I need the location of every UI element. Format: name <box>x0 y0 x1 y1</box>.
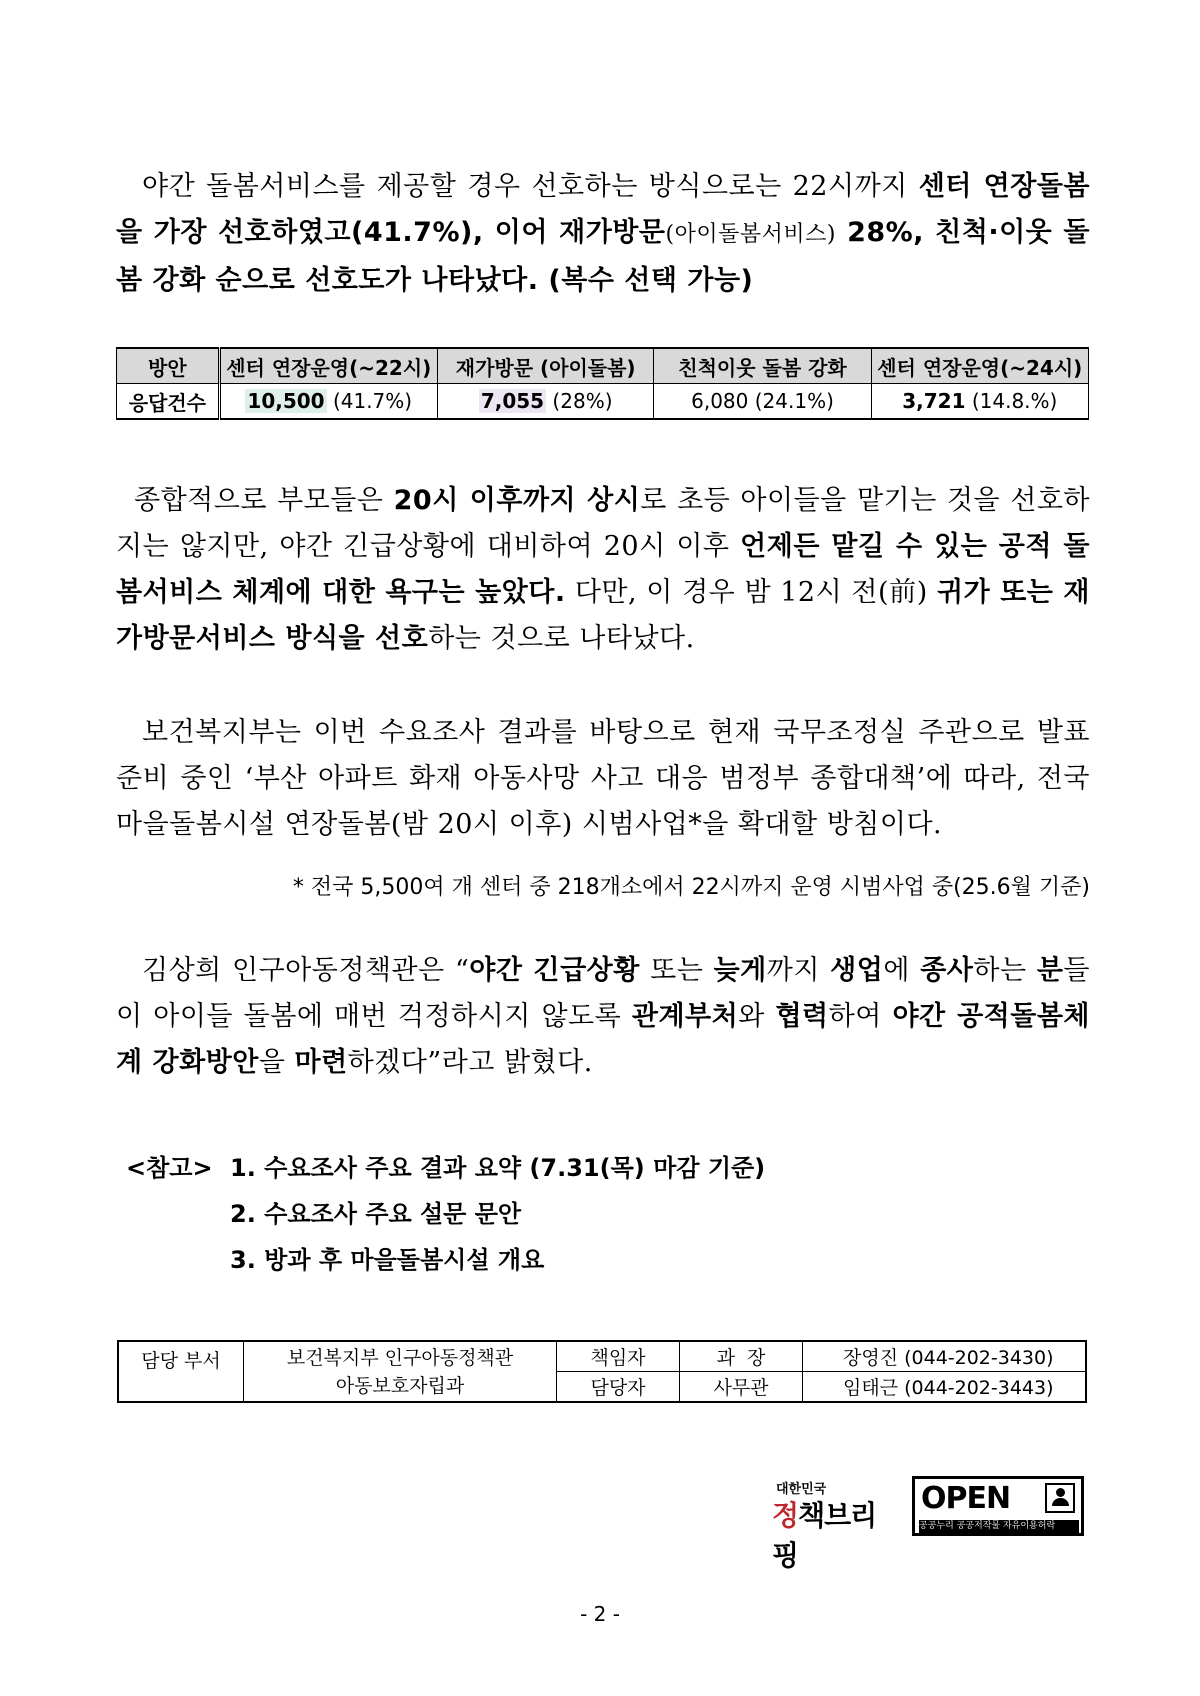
text: 하겠다”라고 밝혔다. <box>347 1047 593 1078</box>
bold-text: 센터 연장돌봄을 가장 선호하였고(41.7%), 이어 재가방문 <box>116 171 1090 248</box>
text: 야간 돌봄서비스를 제공할 경우 선호하는 방식으로는 22시까지 <box>142 171 919 202</box>
paragraph-survey-preference <box>116 164 1090 304</box>
table-cell <box>654 384 871 420</box>
page-number: - 2 - <box>580 1602 620 1626</box>
footnote: * 전국 5,500여 개 센터 중 218개소에서 22시까지 운영 시범사업 중(25.6월 기준) <box>292 875 1090 900</box>
row-label: 응답건수 <box>117 384 220 420</box>
table-row <box>118 1341 1086 1372</box>
bold-text: 야간 긴급상황 <box>469 955 640 986</box>
cell-count: 6,080 <box>691 389 749 413</box>
text: 을 <box>258 1047 295 1078</box>
bold-text: 20시 이후까지 상시 <box>393 485 641 516</box>
cell-percent: (24.1%) <box>748 389 834 413</box>
text: 하는 <box>973 955 1037 986</box>
cell-percent: (41.7%) <box>326 389 413 413</box>
reference-item: 1. 수요조사 주요 결과 요약 (7.31(목) 마감 기준) <box>230 1154 766 1182</box>
cell-percent: (28%) <box>546 389 613 413</box>
open-text: OPEN <box>921 1481 1011 1516</box>
policy-briefing-logo <box>772 1476 898 1572</box>
table-header: 센터 연장운영(~24시) <box>871 348 1088 384</box>
logo-main-text: 정책브리핑 <box>772 1499 877 1572</box>
table-cell <box>871 384 1088 420</box>
bold-text: 28%, 친척·이웃 돌봄 강화 순으로 선호도가 나타났다. (복수 선택 가능) <box>116 217 1091 296</box>
table-row <box>117 384 1089 420</box>
text: 종합적으로 부모들은 <box>134 485 394 516</box>
bold-text: 생업 <box>830 955 884 986</box>
cell-count: 10,500 <box>247 389 325 413</box>
text: 김상희 인구아동정책관은 “ <box>142 955 470 986</box>
bold-text: 종사 <box>920 955 974 986</box>
bold-text: 분 <box>1036 955 1064 986</box>
kogl-open-logo <box>912 1476 1084 1536</box>
text: (아이돌봄서비스) <box>665 222 836 247</box>
reference-item: 3. 방과 후 마을돌봄시설 개요 <box>230 1246 545 1274</box>
paragraph-ministry-plan <box>116 710 1090 848</box>
bold-text: 관계부처 <box>631 1001 739 1032</box>
bold-text: 귀가 또는 재가방문서비스 방식을 선호 <box>116 577 1090 654</box>
table-header: 재가방문 (아이돌봄) <box>437 348 654 384</box>
text: 하는 것으로 나타났다. <box>428 623 695 654</box>
table-header-row <box>117 348 1089 384</box>
logo-small-text: 대한민국 <box>776 1482 827 1497</box>
title-cell: 과 장 <box>680 1341 803 1372</box>
text: 에 <box>883 955 921 986</box>
title-cell: 사무관 <box>680 1372 803 1403</box>
references-label: <참고> <box>126 1154 213 1182</box>
contact-table <box>117 1340 1087 1403</box>
text: 까지 <box>766 955 831 986</box>
person-icon <box>1045 1483 1075 1513</box>
reference-item: 2. 수요조사 주요 설문 문안 <box>230 1200 522 1228</box>
cell-count: 7,055 <box>480 389 545 413</box>
paragraph-parents-needs <box>116 478 1090 662</box>
bold-text: 언제든 맡길 수 있는 공적 돌봄서비스 체계에 대한 욕구는 높았다. <box>116 531 1090 608</box>
paragraph-official-quote <box>116 948 1090 1086</box>
table-cell <box>219 384 437 420</box>
cell-count: 3,721 <box>902 389 966 413</box>
dept-line: 아동보호자립과 <box>335 1374 465 1397</box>
role-cell: 담당자 <box>557 1372 680 1403</box>
person-cell: 장영진 (044-202-3430) <box>803 1341 1087 1372</box>
text: 들이 아이들 돌봄에 매번 걱정하시지 않도록 <box>116 955 1090 1032</box>
dept-name <box>244 1341 557 1402</box>
text: 또는 <box>639 955 714 986</box>
table-header: 친척이웃 돌봄 강화 <box>654 348 871 384</box>
text: 보건복지부는 이번 수요조사 결과를 바탕으로 현재 국무조정실 주관으로 발표 준비 중인 ‘부산 아파트 화재 아동사망 사고 대응 범정부 종합대책’에 따라, 전국 마을돌봄시설 연장돌봄(밤 20시 이후) 시범사업*을 확대할 방침이다. <box>116 717 1090 840</box>
table-cell <box>437 384 654 420</box>
person-cell: 임태근 (044-202-3443) <box>803 1372 1087 1403</box>
text: 하여 <box>828 1001 893 1032</box>
logo-area <box>772 1476 1088 1572</box>
dept-line: 보건복지부 인구아동정책관 <box>286 1346 514 1369</box>
survey-result-table <box>116 347 1089 420</box>
cell-percent: (14.8.%) <box>965 389 1058 413</box>
table-header: 센터 연장운영(~22시) <box>219 348 437 384</box>
bold-text: 늦게 <box>713 955 767 986</box>
bold-text: 야간 공적돌봄체계 강화방안 <box>116 1001 1090 1078</box>
dept-label: 담당 부서 <box>118 1341 244 1402</box>
role-cell: 책임자 <box>557 1341 680 1372</box>
bold-text: 마련 <box>294 1047 348 1078</box>
text: 로 초등 아이들을 맡기는 것을 선호하지는 않지만, 야간 긴급상황에 대비하여 20시 이후 <box>116 485 1090 562</box>
text: 다만, 이 경우 밤 12시 전(前) <box>565 577 938 608</box>
table-header: 방안 <box>117 348 220 384</box>
open-subtext: 공공누리 공공저작물 자유이용허락 <box>919 1520 1079 1533</box>
text: 와 <box>738 1001 776 1032</box>
bold-text: 협력 <box>775 1001 829 1032</box>
